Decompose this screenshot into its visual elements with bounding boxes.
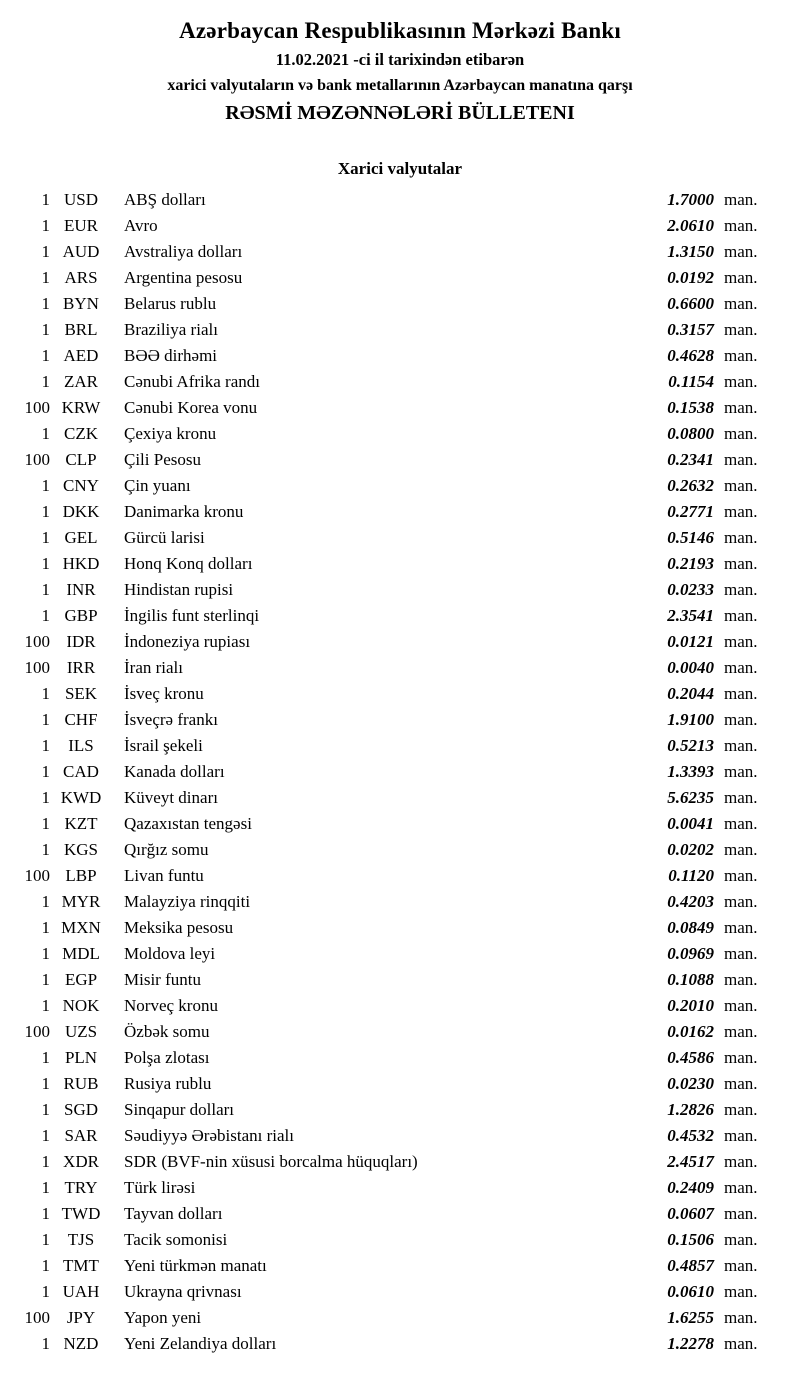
- currency-unit: 1: [41, 502, 50, 522]
- currency-name: Özbək somu: [124, 1022, 210, 1042]
- table-row: [0, 1123, 800, 1149]
- currency-unit: 100: [24, 866, 50, 886]
- currency-rate-suffix: man.: [724, 892, 758, 912]
- table-row: [0, 863, 800, 889]
- currency-rate: 0.5146: [667, 528, 714, 548]
- currency-code: EUR: [64, 216, 98, 236]
- table-row: [0, 941, 800, 967]
- currency-rate-suffix: man.: [724, 1074, 758, 1094]
- currency-code: KRW: [61, 398, 101, 418]
- currency-unit: 1: [41, 580, 50, 600]
- table-row: [0, 317, 800, 343]
- currency-rate-suffix: man.: [724, 190, 758, 210]
- currency-unit: 1: [41, 1152, 50, 1172]
- currency-rate-suffix: man.: [724, 632, 758, 652]
- currency-name: Meksika pesosu: [124, 918, 234, 938]
- currency-rate-suffix: man.: [724, 1204, 758, 1224]
- currency-name: Tacik somonisi: [124, 1230, 228, 1250]
- table-row: [0, 785, 800, 811]
- currency-unit: 1: [41, 424, 50, 444]
- currency-name: Yeni türkmən manatı: [124, 1256, 267, 1276]
- currency-rate-suffix: man.: [724, 866, 758, 886]
- table-row: [0, 343, 800, 369]
- table-row: [0, 1305, 800, 1331]
- section-title-foreign-currencies: Xarici valyutalar: [337, 159, 463, 179]
- currency-name: Argentina pesosu: [124, 268, 243, 288]
- currency-unit: 1: [41, 918, 50, 938]
- currency-rate-suffix: man.: [724, 1126, 758, 1146]
- currency-rate: 0.0162: [667, 1022, 714, 1042]
- currency-unit: 1: [41, 606, 50, 626]
- currency-rate-suffix: man.: [724, 424, 758, 444]
- currency-unit: 1: [41, 346, 50, 366]
- currency-rate: 0.2193: [667, 554, 714, 574]
- currency-unit: 1: [41, 1230, 50, 1250]
- currency-code: UZS: [64, 1022, 98, 1042]
- currency-name: Danimarka kronu: [124, 502, 244, 522]
- currency-rate-suffix: man.: [724, 554, 758, 574]
- currency-code: SAR: [64, 1126, 98, 1146]
- currency-name: İsveç kronu: [124, 684, 204, 704]
- table-row: [0, 759, 800, 785]
- currency-name: Rusiya rublu: [124, 1074, 212, 1094]
- currency-code: MXN: [61, 918, 101, 938]
- currency-code: RUB: [63, 1074, 99, 1094]
- currency-unit: 1: [41, 1256, 50, 1276]
- table-row: [0, 681, 800, 707]
- currency-code: UAH: [62, 1282, 100, 1302]
- currency-unit: 1: [41, 736, 50, 756]
- currency-rate-suffix: man.: [724, 372, 758, 392]
- effective-date-line: 11.02.2021 -ci il tarixindən etibarən: [275, 50, 525, 70]
- currency-unit: 1: [41, 1126, 50, 1146]
- currency-rate: 0.2632: [667, 476, 714, 496]
- currency-unit: 1: [41, 1282, 50, 1302]
- currency-name: Hindistan rupisi: [124, 580, 234, 600]
- currency-code: MYR: [61, 892, 101, 912]
- currency-rate: 0.2409: [667, 1178, 714, 1198]
- table-row: [0, 1149, 800, 1175]
- currency-code: KWD: [60, 788, 102, 808]
- currency-rate-suffix: man.: [724, 1308, 758, 1328]
- currency-rate: 0.2010: [667, 996, 714, 1016]
- currency-code: CHF: [64, 710, 98, 730]
- currency-unit: 1: [41, 294, 50, 314]
- currency-name: İran rialı: [124, 658, 183, 678]
- table-row: [0, 395, 800, 421]
- table-row: [0, 1279, 800, 1305]
- currency-name: İsveçrə frankı: [124, 710, 218, 730]
- currency-rate: 0.1120: [668, 866, 714, 886]
- table-row: [0, 265, 800, 291]
- currency-code: NZD: [63, 1334, 99, 1354]
- currency-unit: 100: [24, 398, 50, 418]
- currency-rate-suffix: man.: [724, 346, 758, 366]
- currency-rate: 0.0202: [667, 840, 714, 860]
- currency-unit: 1: [41, 814, 50, 834]
- currency-rate: 0.0607: [667, 1204, 714, 1224]
- currency-rate: 0.3157: [667, 320, 714, 340]
- table-row: [0, 369, 800, 395]
- currency-rate: 2.0610: [667, 216, 714, 236]
- table-row: [0, 603, 800, 629]
- table-row: [0, 707, 800, 733]
- currency-name: Cənubi Korea vonu: [124, 398, 258, 418]
- table-row: [0, 967, 800, 993]
- currency-code: TJS: [67, 1230, 95, 1250]
- currency-rate: 0.6600: [667, 294, 714, 314]
- currency-rate-suffix: man.: [724, 944, 758, 964]
- currency-code: JPY: [66, 1308, 96, 1328]
- currency-rate: 0.4532: [667, 1126, 714, 1146]
- currency-rate-suffix: man.: [724, 1256, 758, 1276]
- currency-name: Yeni Zelandiya dolları: [124, 1334, 277, 1354]
- currency-rate-suffix: man.: [724, 840, 758, 860]
- bulletin-title: RƏSMİ MƏZƏNNƏLƏRİ BÜLLETENI: [225, 102, 575, 125]
- currency-rate: 0.0800: [667, 424, 714, 444]
- currency-name: Cənubi Afrika randı: [124, 372, 260, 392]
- currency-unit: 1: [41, 1074, 50, 1094]
- currency-code: EGP: [64, 970, 98, 990]
- currency-rate: 0.0610: [667, 1282, 714, 1302]
- currency-rate: 0.0041: [667, 814, 714, 834]
- currency-code: DKK: [62, 502, 100, 522]
- currency-rate-suffix: man.: [724, 1048, 758, 1068]
- currency-rate: 0.0233: [667, 580, 714, 600]
- currency-rate: 0.0121: [667, 632, 714, 652]
- table-row: [0, 213, 800, 239]
- currency-unit: 1: [41, 268, 50, 288]
- currency-name: Gürcü larisi: [124, 528, 205, 548]
- currency-unit: 1: [41, 788, 50, 808]
- currency-rate-suffix: man.: [724, 450, 758, 470]
- currency-code: CNY: [63, 476, 99, 496]
- table-row: [0, 239, 800, 265]
- document-header: [0, 18, 800, 125]
- table-row: [0, 1097, 800, 1123]
- currency-unit: 1: [41, 320, 50, 340]
- currency-unit: 1: [41, 242, 50, 262]
- currency-name: Norveç kronu: [124, 996, 218, 1016]
- currency-name: Braziliya rialı: [124, 320, 218, 340]
- currency-name: Qırğız somu: [124, 840, 209, 860]
- currency-unit: 1: [41, 1178, 50, 1198]
- currency-code: AUD: [62, 242, 100, 262]
- currency-rate: 1.2826: [667, 1100, 714, 1120]
- currency-rate-suffix: man.: [724, 476, 758, 496]
- currency-name: Çexiya kronu: [124, 424, 217, 444]
- table-row: [0, 1071, 800, 1097]
- currency-rate-suffix: man.: [724, 996, 758, 1016]
- currency-code: BYN: [63, 294, 99, 314]
- currency-unit: 1: [41, 216, 50, 236]
- table-row: [0, 473, 800, 499]
- currency-name: SDR (BVF-nin xüsusi borcalma hüquqları): [124, 1152, 418, 1172]
- table-row: [0, 1175, 800, 1201]
- currency-unit: 1: [41, 476, 50, 496]
- currency-code: XDR: [63, 1152, 99, 1172]
- currency-code: BRL: [64, 320, 98, 340]
- currency-code: SEK: [64, 684, 98, 704]
- table-row: [0, 837, 800, 863]
- currency-rate-suffix: man.: [724, 606, 758, 626]
- currency-name: Avro: [124, 216, 158, 236]
- currency-rate-suffix: man.: [724, 216, 758, 236]
- table-row: [0, 1253, 800, 1279]
- currency-rate: 1.9100: [667, 710, 714, 730]
- currency-unit: 1: [41, 1100, 50, 1120]
- currency-rate: 0.0040: [667, 658, 714, 678]
- currency-unit: 1: [41, 372, 50, 392]
- table-row: [0, 1201, 800, 1227]
- currency-rate-suffix: man.: [724, 1022, 758, 1042]
- currency-name: BƏƏ dirhəmi: [124, 346, 218, 366]
- currency-rate: 2.4517: [667, 1152, 714, 1172]
- currency-name: İngilis funt sterlinqi: [124, 606, 260, 626]
- currency-unit: 100: [24, 1022, 50, 1042]
- currency-code: INR: [66, 580, 96, 600]
- table-row: [0, 655, 800, 681]
- currency-rate: 0.4586: [667, 1048, 714, 1068]
- currency-name: Yapon yeni: [124, 1308, 202, 1328]
- currency-name: Moldova leyi: [124, 944, 216, 964]
- table-row: [0, 733, 800, 759]
- table-row: [0, 577, 800, 603]
- currency-name: Tayvan dolları: [124, 1204, 223, 1224]
- currency-name: Polşa zlotası: [124, 1048, 210, 1068]
- currency-rate-suffix: man.: [724, 242, 758, 262]
- table-row: [0, 993, 800, 1019]
- currency-code: IDR: [66, 632, 96, 652]
- table-row: [0, 499, 800, 525]
- currency-code: GBP: [64, 606, 98, 626]
- currency-rate: 0.0230: [667, 1074, 714, 1094]
- currency-code: PLN: [64, 1048, 98, 1068]
- currency-unit: 100: [24, 632, 50, 652]
- table-row: [0, 629, 800, 655]
- currency-rate-suffix: man.: [724, 580, 758, 600]
- currency-rates-body: [0, 187, 800, 1357]
- currency-name: Çin yuanı: [124, 476, 191, 496]
- currency-rate: 0.1154: [668, 372, 714, 392]
- currency-unit: 1: [41, 944, 50, 964]
- currency-rate: 1.7000: [667, 190, 714, 210]
- currency-code: USD: [63, 190, 98, 210]
- currency-rate: 0.0969: [667, 944, 714, 964]
- currency-rate-suffix: man.: [724, 762, 758, 782]
- currency-name: Ukrayna qrivnası: [124, 1282, 242, 1302]
- currency-unit: 1: [41, 970, 50, 990]
- currency-unit: 1: [41, 554, 50, 574]
- currency-unit: 100: [24, 450, 50, 470]
- table-row: [0, 889, 800, 915]
- currency-code: HKD: [62, 554, 100, 574]
- currency-name: Sinqapur dolları: [124, 1100, 235, 1120]
- currency-name: Honq Konq dolları: [124, 554, 253, 574]
- currency-code: CLP: [65, 450, 97, 470]
- currency-unit: 1: [41, 840, 50, 860]
- currency-rate: 0.1538: [667, 398, 714, 418]
- currency-rate-suffix: man.: [724, 1152, 758, 1172]
- table-row: [0, 1045, 800, 1071]
- currency-code: LBP: [65, 866, 97, 886]
- currency-unit: 100: [24, 1308, 50, 1328]
- currency-unit: 1: [41, 892, 50, 912]
- currency-code: NOK: [62, 996, 100, 1016]
- currency-code: KZT: [64, 814, 98, 834]
- table-row: [0, 421, 800, 447]
- bank-title: Azərbaycan Respublikasının Mərkəzi Bankı: [179, 18, 621, 43]
- currency-rate: 0.2044: [667, 684, 714, 704]
- currency-name: İndoneziya rupiası: [124, 632, 251, 652]
- currency-code: TMT: [63, 1256, 99, 1276]
- currency-rate: 0.0192: [667, 268, 714, 288]
- currency-rate-suffix: man.: [724, 918, 758, 938]
- currency-rate-suffix: man.: [724, 1100, 758, 1120]
- currency-rate-suffix: man.: [724, 1282, 758, 1302]
- currency-rate-suffix: man.: [724, 528, 758, 548]
- currency-unit: 1: [41, 1048, 50, 1068]
- currency-unit: 1: [41, 684, 50, 704]
- currency-name: ABŞ dolları: [124, 190, 206, 210]
- document-subtitle: xarici valyutaların və bank metallarının Azərbaycan manatına qarşı: [167, 77, 633, 95]
- currency-code: ZAR: [64, 372, 98, 392]
- currency-code: GEL: [64, 528, 98, 548]
- currency-rate-suffix: man.: [724, 502, 758, 522]
- currency-rate-suffix: man.: [724, 320, 758, 340]
- currency-rate-suffix: man.: [724, 684, 758, 704]
- currency-rate-suffix: man.: [724, 970, 758, 990]
- table-row: [0, 811, 800, 837]
- currency-name: Malayziya rinqqiti: [124, 892, 251, 912]
- table-row: [0, 525, 800, 551]
- currency-unit: 1: [41, 190, 50, 210]
- currency-rate-suffix: man.: [724, 814, 758, 834]
- currency-name: Küveyt dinarı: [124, 788, 218, 808]
- currency-code: TWD: [61, 1204, 101, 1224]
- currency-code: SGD: [63, 1100, 98, 1120]
- table-row: [0, 187, 800, 213]
- currency-code: IRR: [66, 658, 96, 678]
- table-row: [0, 1227, 800, 1253]
- currency-rate-suffix: man.: [724, 294, 758, 314]
- currency-code: MDL: [62, 944, 100, 964]
- currency-code: TRY: [64, 1178, 98, 1198]
- currency-rate: 0.1506: [667, 1230, 714, 1250]
- currency-rate-suffix: man.: [724, 398, 758, 418]
- currency-unit: 1: [41, 996, 50, 1016]
- currency-name: İsrail şekeli: [124, 736, 203, 756]
- currency-rate-suffix: man.: [724, 268, 758, 288]
- currency-rate: 2.3541: [667, 606, 714, 626]
- currency-unit: 1: [41, 528, 50, 548]
- currency-rate: 1.6255: [667, 1308, 714, 1328]
- currency-rate-suffix: man.: [724, 1178, 758, 1198]
- table-row: [0, 551, 800, 577]
- currency-rate: 0.1088: [667, 970, 714, 990]
- currency-rate-suffix: man.: [724, 1334, 758, 1354]
- currency-unit: 1: [41, 1334, 50, 1354]
- currency-rate: 0.5213: [667, 736, 714, 756]
- currency-rate: 1.3393: [667, 762, 714, 782]
- currency-unit: 1: [41, 1204, 50, 1224]
- currency-rates-table: [0, 187, 800, 1357]
- currency-rate: 0.4628: [667, 346, 714, 366]
- currency-rate-suffix: man.: [724, 788, 758, 808]
- currency-name: Çili Pesosu: [124, 450, 201, 470]
- currency-rate: 0.4203: [667, 892, 714, 912]
- currency-name: Türk lirəsi: [124, 1178, 196, 1198]
- currency-name: Kanada dolları: [124, 762, 225, 782]
- currency-rate: 0.2771: [667, 502, 714, 522]
- currency-code: CZK: [64, 424, 98, 444]
- currency-code: KGS: [63, 840, 98, 860]
- currency-rate: 0.2341: [667, 450, 714, 470]
- table-row: [0, 915, 800, 941]
- currency-unit: 1: [41, 710, 50, 730]
- currency-rate: 0.0849: [667, 918, 714, 938]
- currency-rate-suffix: man.: [724, 1230, 758, 1250]
- currency-unit: 100: [24, 658, 50, 678]
- table-row: [0, 291, 800, 317]
- currency-code: AED: [63, 346, 99, 366]
- currency-name: Səudiyyə Ərəbistanı rialı: [124, 1126, 294, 1146]
- table-row: [0, 447, 800, 473]
- currency-code: CAD: [63, 762, 99, 782]
- currency-code: ARS: [64, 268, 98, 288]
- currency-rate-suffix: man.: [724, 710, 758, 730]
- currency-rate: 1.3150: [667, 242, 714, 262]
- currency-name: Misir funtu: [124, 970, 201, 990]
- currency-rate-suffix: man.: [724, 658, 758, 678]
- currency-name: Livan funtu: [124, 866, 204, 886]
- currency-unit: 1: [41, 762, 50, 782]
- currency-rate: 0.4857: [667, 1256, 714, 1276]
- currency-rate-suffix: man.: [724, 736, 758, 756]
- currency-name: Qazaxıstan tengəsi: [124, 814, 252, 834]
- table-row: [0, 1019, 800, 1045]
- currency-name: Belarus rublu: [124, 294, 217, 314]
- currency-code: ILS: [68, 736, 94, 756]
- table-row: [0, 1331, 800, 1357]
- currency-name: Avstraliya dolları: [124, 242, 243, 262]
- currency-rate: 5.6235: [667, 788, 714, 808]
- currency-rate: 1.2278: [667, 1334, 714, 1354]
